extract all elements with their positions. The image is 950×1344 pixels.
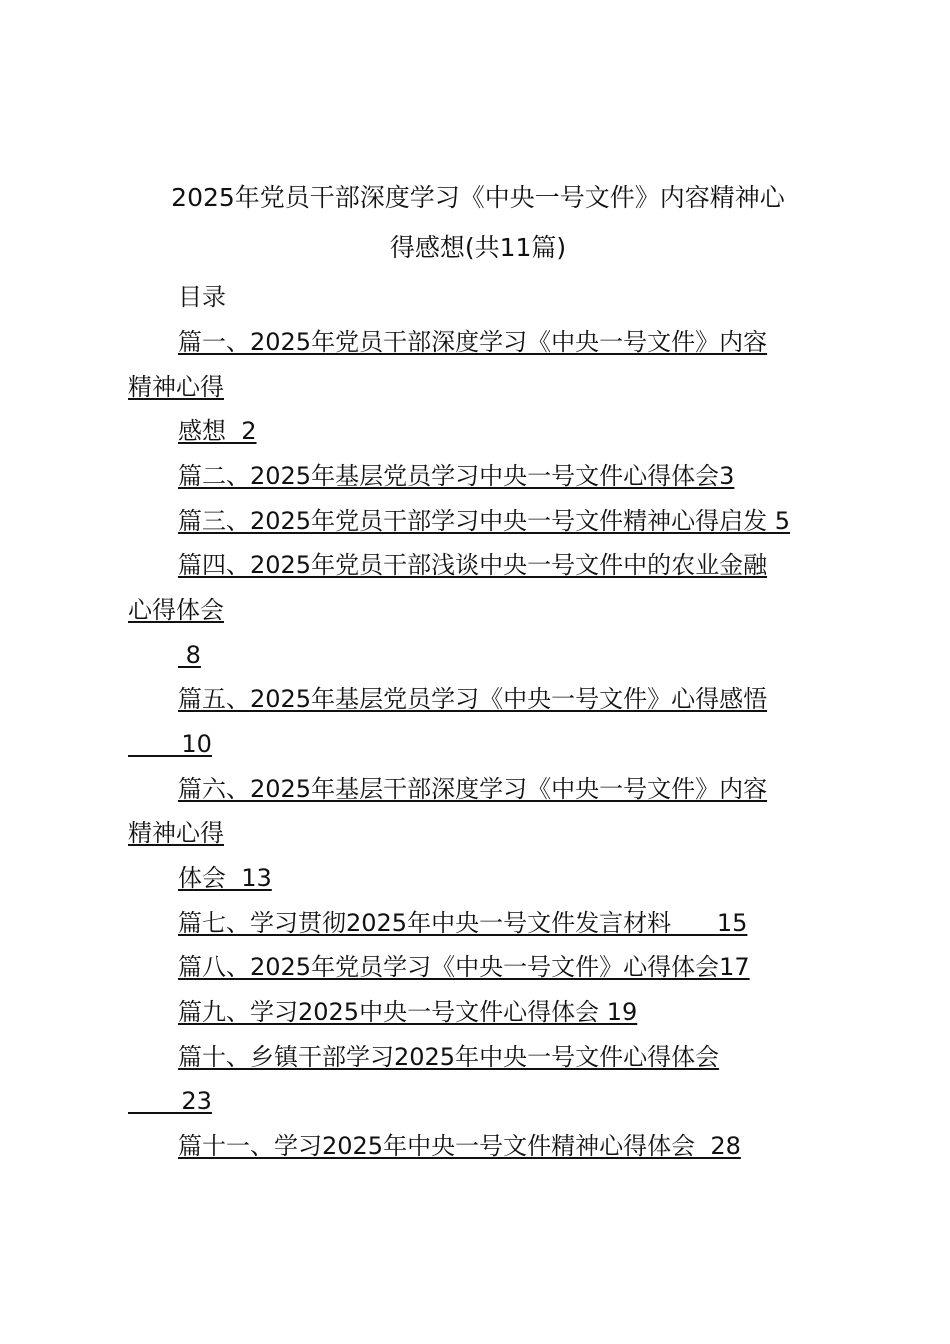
toc-heading: 目录	[178, 283, 226, 311]
toc-entry-11[interactable]: 篇十一、学习2025年中央一号文件精神心得体会 28	[178, 1132, 741, 1160]
toc-entry-4-line-2[interactable]: 心得体会	[128, 596, 224, 624]
toc-entry-1-line-3[interactable]: 感想 2	[178, 417, 257, 445]
toc-entry-3[interactable]: 篇三、2025年党员干部学习中央一号文件精神心得启发 5	[178, 507, 790, 535]
document-title-line-1: 2025年党员干部深度学习《中央一号文件》内容精神心	[171, 183, 785, 212]
toc-entry-1-line-1[interactable]: 篇一、2025年党员干部深度学习《中央一号文件》内容	[178, 328, 768, 356]
toc-entry-6-line-1[interactable]: 篇六、2025年基层干部深度学习《中央一号文件》内容	[178, 775, 768, 803]
toc-entry-5-line-2[interactable]: 10	[128, 730, 212, 758]
toc-entry-7[interactable]: 篇七、学习贯彻2025年中央一号文件发言材料 15	[178, 909, 748, 937]
toc-entry-8[interactable]: 篇八、2025年党员学习《中央一号文件》心得体会17	[178, 953, 750, 981]
toc-entry-10-line-1[interactable]: 篇十、乡镇干部学习2025年中央一号文件心得体会	[178, 1043, 720, 1071]
toc-entry-10-line-2[interactable]: 23	[128, 1087, 212, 1115]
toc-entry-9[interactable]: 篇九、学习2025中央一号文件心得体会 19	[178, 998, 638, 1026]
toc-entry-5-line-1[interactable]: 篇五、2025年基层党员学习《中央一号文件》心得感悟	[178, 685, 768, 713]
toc-entry-6-line-3[interactable]: 体会 13	[178, 864, 272, 892]
toc-entry-4-line-1[interactable]: 篇四、2025年党员干部浅谈中央一号文件中的农业金融	[178, 551, 768, 579]
toc-entry-6-line-2[interactable]: 精神心得	[128, 819, 224, 847]
toc-entry-4-line-3[interactable]: 8	[178, 641, 201, 669]
document-title-line-2: 得感想(共11篇)	[389, 233, 567, 262]
toc-entry-2[interactable]: 篇二、2025年基层党员学习中央一号文件心得体会3	[178, 462, 735, 490]
toc-entry-1-line-2[interactable]: 精神心得	[128, 373, 224, 401]
